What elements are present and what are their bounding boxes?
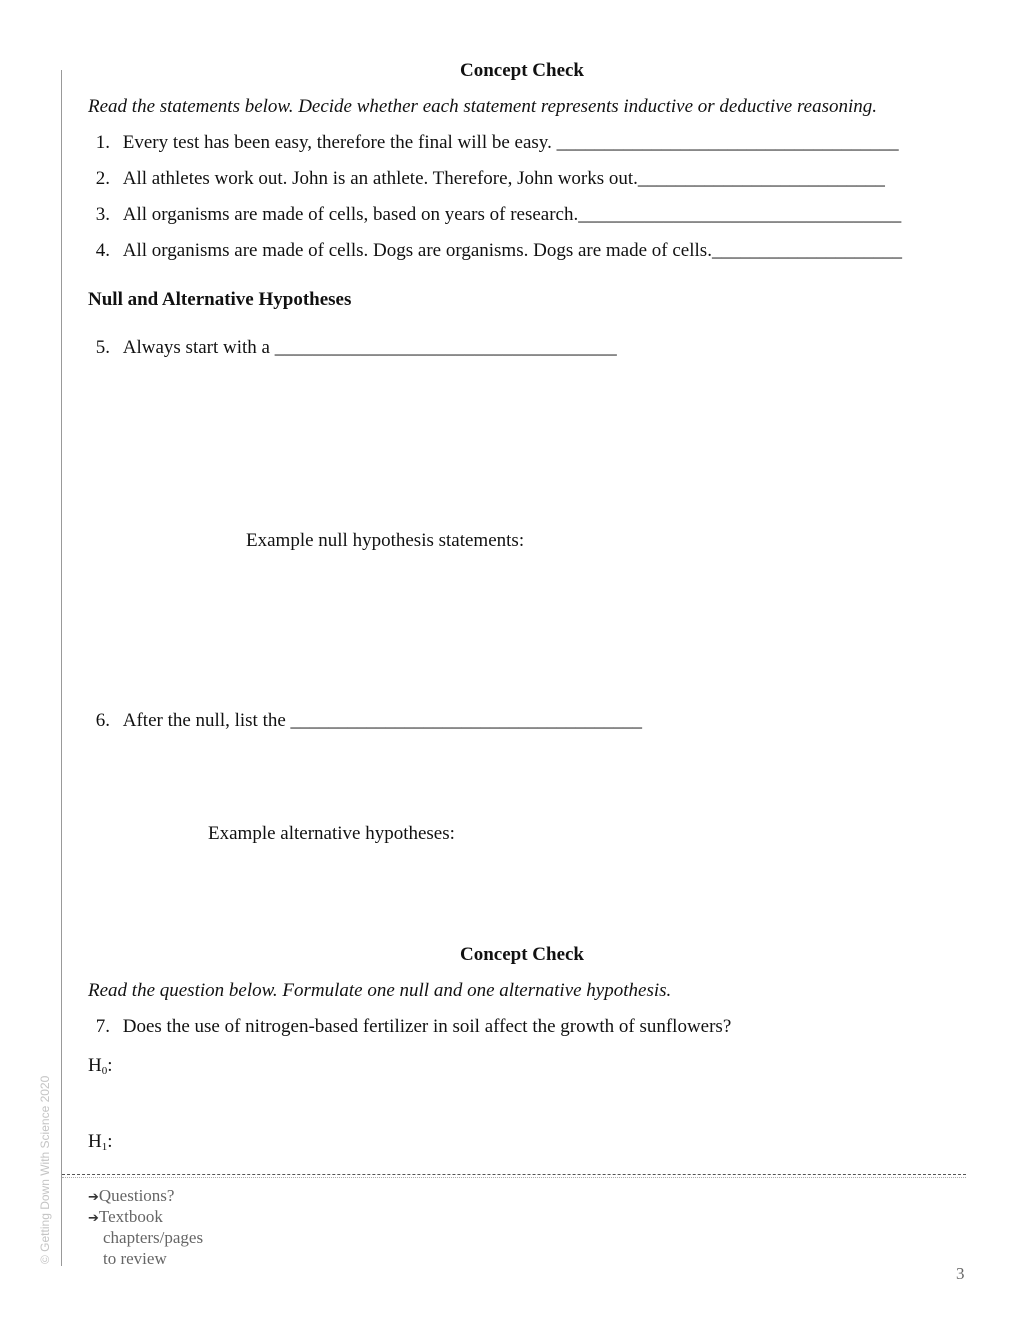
question-item	[80, 709, 642, 733]
question-item	[80, 1015, 731, 1039]
review-note-line: chapters/pages	[103, 1228, 204, 1247]
question-text: All athletes work out. John is an athlete. Therefore, John works out.__________________________	[122, 168, 885, 189]
question-text: All organisms are made of cells, based on years of research.__________________________________	[122, 204, 902, 225]
question-item	[80, 167, 885, 191]
question-number: 7.	[95, 1016, 110, 1037]
question-text: Every test has been easy, therefore the final will be easy. ____________________________________	[122, 132, 899, 153]
concept-check-title-2: Concept Check	[459, 944, 585, 965]
question-number: 4.	[95, 240, 110, 261]
question-item	[80, 203, 901, 227]
question-item	[80, 131, 899, 155]
concept-check-title: Concept Check	[459, 60, 585, 81]
footer-divider-dotted	[62, 1177, 966, 1178]
question-number: 3.	[95, 204, 110, 225]
question-number: 5.	[95, 337, 110, 358]
alternative-examples-label: Example alternative hypotheses:	[208, 823, 455, 844]
page-number: 3	[956, 1264, 965, 1283]
question-number: 2.	[95, 168, 110, 189]
hypotheses-heading: Null and Alternative Hypotheses	[88, 289, 352, 310]
arrow-right-icon: ➔	[88, 1211, 99, 1226]
copyright-text: © Getting Down With Science 2020	[38, 1075, 52, 1264]
review-note: ➔Textbook	[88, 1207, 163, 1226]
question-text: Always start with a ____________________________________	[122, 337, 617, 358]
question-item	[80, 336, 617, 360]
question-number: 1.	[95, 132, 110, 153]
concept-check-instruction: Read the statements below. Decide whether each statement represents inductive or deductive reasoning.	[88, 96, 877, 117]
question-text: After the null, list the _____________________________________	[122, 710, 643, 731]
left-margin-line	[61, 70, 62, 1266]
null-examples-label: Example null hypothesis statements:	[246, 530, 525, 551]
concept-check-instruction-2: Read the question below. Formulate one null and one alternative hypothesis.	[88, 980, 672, 1001]
questions-note: ➔Questions?	[88, 1186, 175, 1205]
question-text: All organisms are made of cells. Dogs are organisms. Dogs are made of cells.____________________	[122, 240, 902, 261]
footer-divider	[62, 1174, 966, 1175]
arrow-right-icon: ➔	[88, 1190, 99, 1205]
null-hypothesis-label: $H_0$:	[88, 1055, 113, 1077]
question-item	[80, 239, 902, 263]
question-text: Does the use of nitrogen-based fertilizer in soil affect the growth of sunflowers?	[122, 1016, 732, 1037]
question-number: 6.	[95, 710, 110, 731]
review-note-line: to review	[103, 1249, 167, 1268]
alternative-hypothesis-label: $H_1$:	[88, 1131, 113, 1153]
